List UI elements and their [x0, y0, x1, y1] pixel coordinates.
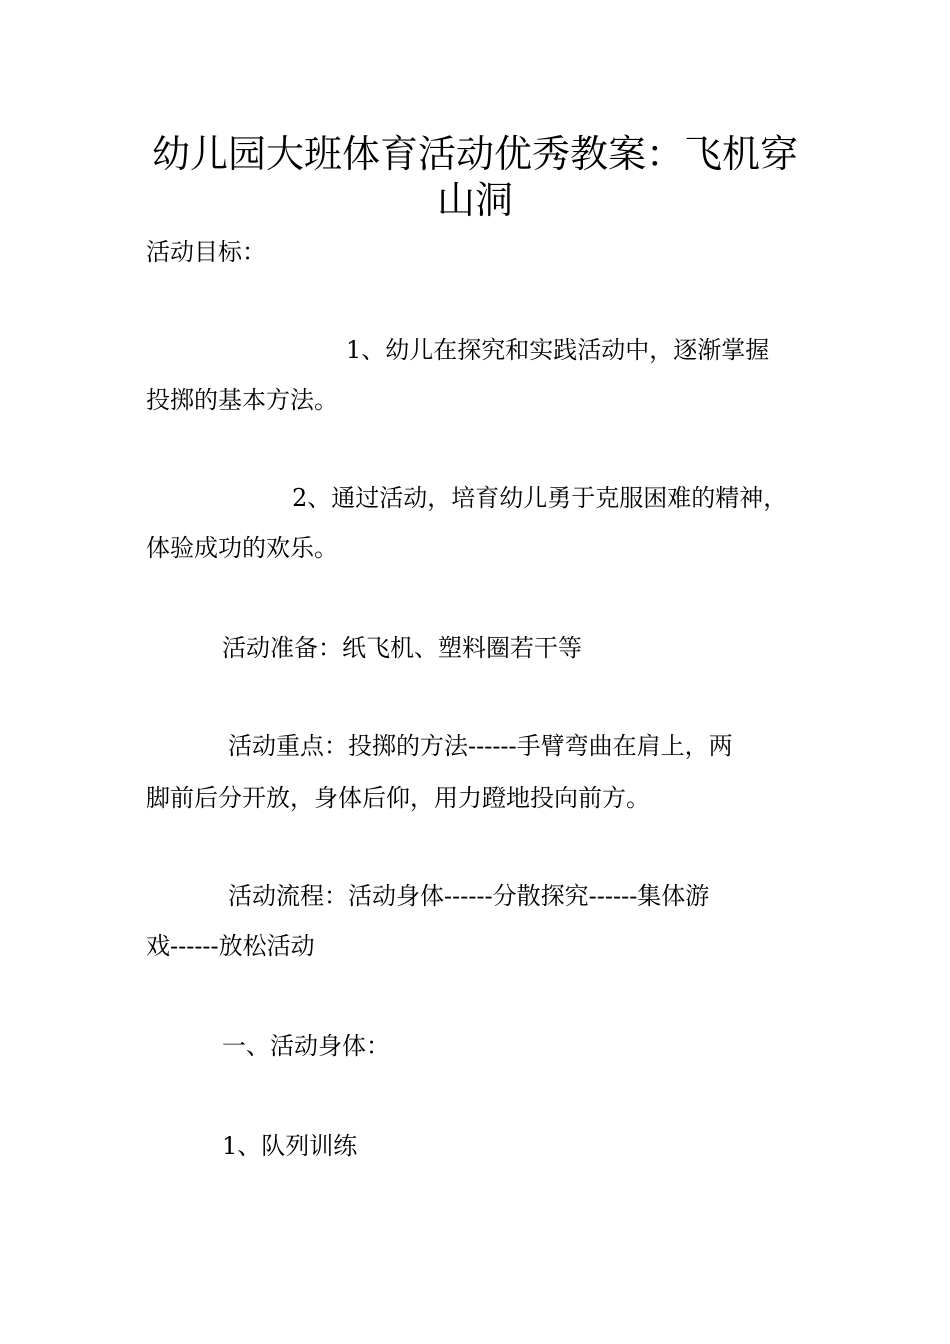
- preparation-paragraph: 活动准备：纸飞机、塑料圈若干等: [222, 634, 582, 662]
- goal-2-line-2: 体验成功的欢乐。: [146, 534, 338, 562]
- section-1-heading: 一、活动身体：: [222, 1032, 390, 1060]
- key-point-line-2: 脚前后分开放，身体后仰，用力蹬地投向前方。: [146, 784, 650, 812]
- process-line-1: 活动流程：活动身体------分散探究------集体游: [228, 882, 710, 910]
- section-1-item-1: 1、队列训练: [222, 1132, 358, 1160]
- goals-heading: 活动目标：: [146, 238, 266, 266]
- document-title-line-1: 幼儿园大班体育活动优秀教案：飞机穿: [151, 132, 798, 176]
- document-title-line-2: 山洞: [436, 178, 513, 222]
- process-line-2: 戏------放松活动: [146, 932, 315, 960]
- goal-1-line-2: 投掷的基本方法。: [146, 386, 338, 414]
- goal-1-line-1: 1、幼儿在探究和实践活动中，逐渐掌握: [346, 336, 770, 364]
- key-point-line-1: 活动重点：投掷的方法------手臂弯曲在肩上，两: [228, 732, 733, 760]
- goal-2-line-1: 2、通过活动，培育幼儿勇于克服困难的精神，: [292, 484, 788, 512]
